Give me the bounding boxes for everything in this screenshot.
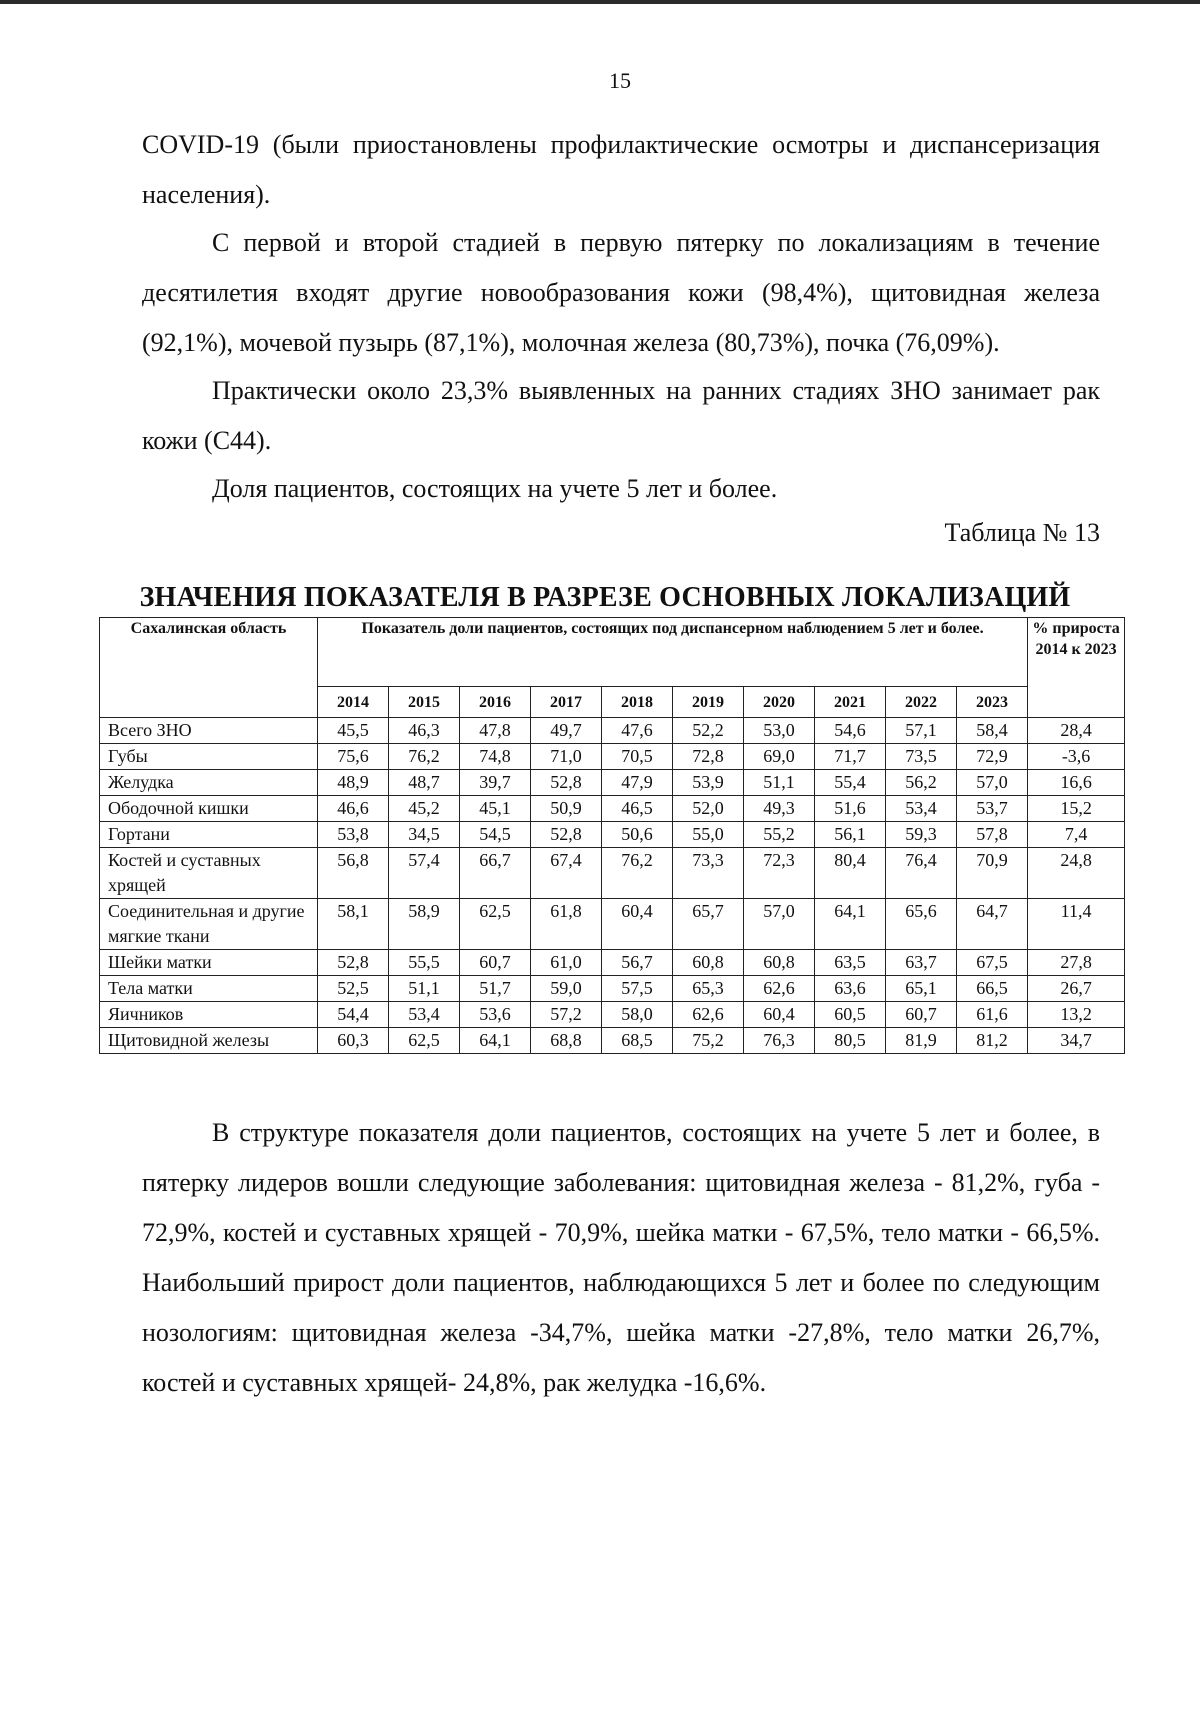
value-cell: 55,5 [389,950,460,976]
value-cell: 74,8 [460,744,531,770]
value-cell: 45,5 [318,718,389,744]
value-cell: 49,7 [531,718,602,744]
value-cell: 67,4 [531,848,602,899]
value-cell: 48,7 [389,770,460,796]
value-cell: 80,4 [815,848,886,899]
value-cell: 48,9 [318,770,389,796]
value-cell: 57,5 [602,976,673,1002]
value-cell: 63,5 [815,950,886,976]
value-cell: 75,6 [318,744,389,770]
value-cell: 57,4 [389,848,460,899]
value-cell: 59,3 [886,822,957,848]
value-cell: 60,4 [744,1002,815,1028]
value-cell: 70,5 [602,744,673,770]
growth-cell: 24,8 [1028,848,1125,899]
value-cell: 65,1 [886,976,957,1002]
value-cell: 52,8 [531,822,602,848]
value-cell: 58,1 [318,899,389,950]
value-cell: 46,5 [602,796,673,822]
value-cell: 60,5 [815,1002,886,1028]
growth-cell: 11,4 [1028,899,1125,950]
value-cell: 45,1 [460,796,531,822]
row-localization: Шейки матки [100,950,318,976]
value-cell: 53,6 [460,1002,531,1028]
value-cell: 58,4 [957,718,1028,744]
value-cell: 56,8 [318,848,389,899]
value-cell: 47,9 [602,770,673,796]
value-cell: 66,5 [957,976,1028,1002]
row-localization: Всего ЗНО [100,718,318,744]
header-year: 2021 [815,687,886,718]
header-year: 2016 [460,687,531,718]
value-cell: 55,2 [744,822,815,848]
value-cell: 71,0 [531,744,602,770]
value-cell: 54,4 [318,1002,389,1028]
value-cell: 50,9 [531,796,602,822]
localization-table [99,617,1125,1054]
table-row [100,822,1125,848]
table-row [100,744,1125,770]
value-cell: 63,7 [886,950,957,976]
value-cell: 57,8 [957,822,1028,848]
value-cell: 56,2 [886,770,957,796]
header-year: 2022 [886,687,957,718]
table-row [100,796,1125,822]
value-cell: 52,8 [318,950,389,976]
growth-cell: 26,7 [1028,976,1125,1002]
value-cell: 47,8 [460,718,531,744]
value-cell: 34,5 [389,822,460,848]
header-region: Сахалинская область [100,618,318,718]
page-number: 15 [609,68,631,93]
value-cell: 53,9 [673,770,744,796]
value-cell: 61,0 [531,950,602,976]
value-cell: 51,6 [815,796,886,822]
top-scan-edge [0,0,1200,4]
value-cell: 71,7 [815,744,886,770]
table-row [100,1028,1125,1054]
header-year: 2020 [744,687,815,718]
value-cell: 56,7 [602,950,673,976]
value-cell: 76,4 [886,848,957,899]
value-cell: 62,5 [460,899,531,950]
growth-cell: 16,6 [1028,770,1125,796]
value-cell: 58,0 [602,1002,673,1028]
table-row [100,1002,1125,1028]
value-cell: 53,4 [886,796,957,822]
value-cell: 81,2 [957,1028,1028,1054]
value-cell: 64,1 [815,899,886,950]
row-localization: Желудка [100,770,318,796]
value-cell: 72,3 [744,848,815,899]
table-row [100,718,1125,744]
value-cell: 50,6 [602,822,673,848]
value-cell: 64,7 [957,899,1028,950]
paragraph-covid: COVID-19 (были приостановлены профилактические осмотры и диспансеризация населения). [142,130,1100,209]
value-cell: 76,3 [744,1028,815,1054]
value-cell: 65,6 [886,899,957,950]
value-cell: 49,3 [744,796,815,822]
growth-cell: 34,7 [1028,1028,1125,1054]
value-cell: 51,1 [744,770,815,796]
value-cell: 53,7 [957,796,1028,822]
row-localization: Яичников [100,1002,318,1028]
header-year: 2018 [602,687,673,718]
value-cell: 39,7 [460,770,531,796]
value-cell: 73,3 [673,848,744,899]
value-cell: 51,7 [460,976,531,1002]
value-cell: 75,2 [673,1028,744,1054]
header-growth: % прироста 2014 к 2023 [1028,618,1125,718]
row-localization: Губы [100,744,318,770]
value-cell: 69,0 [744,744,815,770]
table-label: Таблица № 13 [944,518,1100,547]
growth-cell: 28,4 [1028,718,1125,744]
value-cell: 65,7 [673,899,744,950]
growth-cell: 7,4 [1028,822,1125,848]
table-row [100,848,1125,899]
value-cell: 65,3 [673,976,744,1002]
paragraph-early-stages: С первой и второй стадией в первую пятерку по локализациям в течение десятилетия входят другие новообразования кожи (98,4%), щитовидная железа (92,1%), мочевой пузырь (87,1%), молочная железа (80,73%), почка (76,09%). [142,228,1100,357]
table-body [100,718,1125,1054]
value-cell: 60,3 [318,1028,389,1054]
value-cell: 53,8 [318,822,389,848]
value-cell: 51,1 [389,976,460,1002]
growth-cell: 15,2 [1028,796,1125,822]
value-cell: 52,0 [673,796,744,822]
value-cell: 62,6 [744,976,815,1002]
value-cell: 55,0 [673,822,744,848]
value-cell: 62,5 [389,1028,460,1054]
value-cell: 70,9 [957,848,1028,899]
value-cell: 73,5 [886,744,957,770]
value-cell: 54,6 [815,718,886,744]
value-cell: 67,5 [957,950,1028,976]
header-year: 2014 [318,687,389,718]
value-cell: 60,8 [744,950,815,976]
paragraph-five-years-intro: Доля пациентов, состоящих на учете 5 лет и более. [212,474,778,503]
header-year: 2015 [389,687,460,718]
value-cell: 61,6 [957,1002,1028,1028]
row-localization: Соединительная и другие мягкие ткани [100,899,318,950]
value-cell: 63,6 [815,976,886,1002]
table-row [100,950,1125,976]
value-cell: 72,9 [957,744,1028,770]
value-cell: 68,5 [602,1028,673,1054]
value-cell: 80,5 [815,1028,886,1054]
row-localization: Тела матки [100,976,318,1002]
value-cell: 57,0 [744,899,815,950]
paragraph-structure-summary: В структуре показателя доли пациентов, состоящих на учете 5 лет и более, в пятерку лидеров вошли следующие заболевания: щитовидная железа - 81,2%, губа - 72,9%, костей и суставных хрящей - 70,9%, шейка матки - 67,5%, тело матки - 66,5%. Наибольший прирост доли пациентов, наблюдающихся 5 лет и более по следующим нозологиям: щитовидная железа -34,7%, шейка матки -27,8%, тело матки 26,7%, костей и суставных хрящей- 24,8%, рак желудка -16,6%. [142,1118,1100,1397]
value-cell: 53,0 [744,718,815,744]
value-cell: 52,5 [318,976,389,1002]
value-cell: 76,2 [602,848,673,899]
value-cell: 52,2 [673,718,744,744]
header-year: 2017 [531,687,602,718]
value-cell: 57,1 [886,718,957,744]
value-cell: 72,8 [673,744,744,770]
value-cell: 55,4 [815,770,886,796]
header-indicator: Показатель доли пациентов, состоящих под диспансерном наблюдением 5 лет и более. [318,618,1028,687]
table-row [100,770,1125,796]
value-cell: 60,7 [460,950,531,976]
value-cell: 46,3 [389,718,460,744]
row-localization: Гортани [100,822,318,848]
row-localization: Щитовидной железы [100,1028,318,1054]
value-cell: 59,0 [531,976,602,1002]
value-cell: 52,8 [531,770,602,796]
row-localization: Ободочной кишки [100,796,318,822]
row-localization: Костей и суставных хрящей [100,848,318,899]
table-row [100,976,1125,1002]
value-cell: 47,6 [602,718,673,744]
value-cell: 76,2 [389,744,460,770]
value-cell: 53,4 [389,1002,460,1028]
value-cell: 81,9 [886,1028,957,1054]
growth-cell: 27,8 [1028,950,1125,976]
value-cell: 54,5 [460,822,531,848]
value-cell: 46,6 [318,796,389,822]
value-cell: 62,6 [673,1002,744,1028]
value-cell: 57,0 [957,770,1028,796]
value-cell: 58,9 [389,899,460,950]
value-cell: 45,2 [389,796,460,822]
table-title: ЗНАЧЕНИЯ ПОКАЗАТЕЛЯ В РАЗРЕЗЕ ОСНОВНЫХ ЛОКАЛИЗАЦИЙ [139,582,1071,613]
paragraph-skin-cancer: Практически около 23,3% выявленных на ранних стадиях ЗНО занимает рак кожи (С44). [142,376,1100,455]
table-row [100,899,1125,950]
value-cell: 56,1 [815,822,886,848]
value-cell: 61,8 [531,899,602,950]
value-cell: 68,8 [531,1028,602,1054]
growth-cell: -3,6 [1028,744,1125,770]
header-year: 2023 [957,687,1028,718]
value-cell: 57,2 [531,1002,602,1028]
value-cell: 66,7 [460,848,531,899]
value-cell: 64,1 [460,1028,531,1054]
header-year: 2019 [673,687,744,718]
growth-cell: 13,2 [1028,1002,1125,1028]
value-cell: 60,8 [673,950,744,976]
value-cell: 60,7 [886,1002,957,1028]
value-cell: 60,4 [602,899,673,950]
